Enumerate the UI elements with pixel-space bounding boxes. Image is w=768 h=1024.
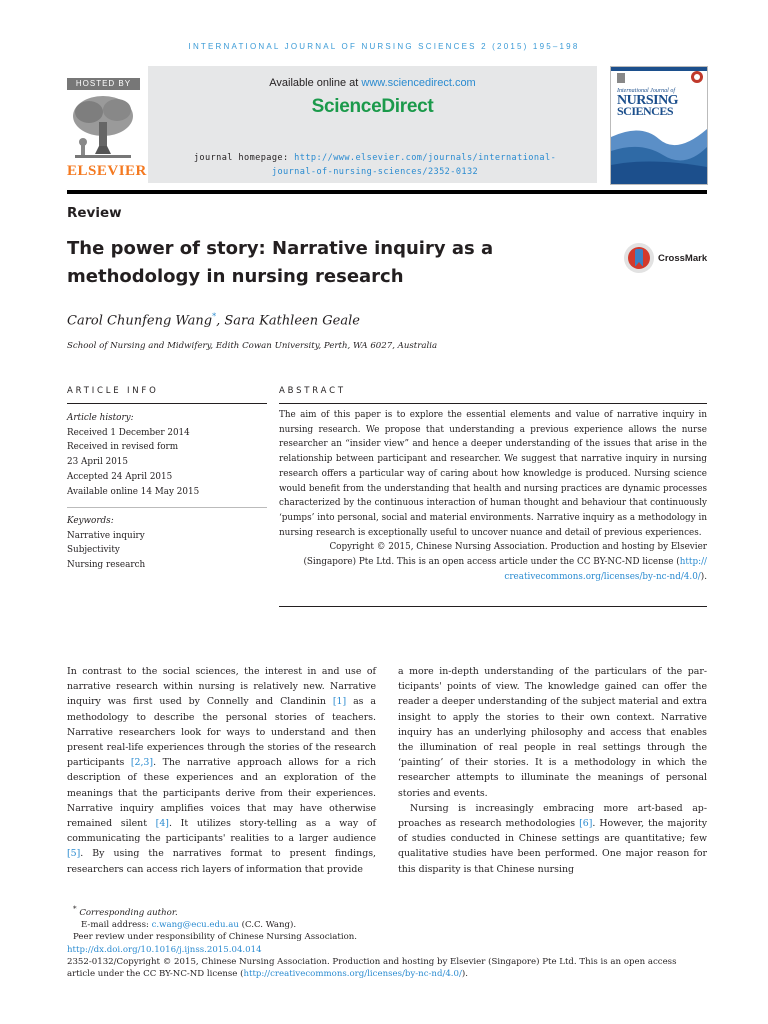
abstract-heading: ABSTRACT xyxy=(279,386,346,396)
author-name[interactable]: , Sara Kathleen Geale xyxy=(216,313,360,329)
corresponding-mark[interactable]: * xyxy=(212,312,217,321)
sciencedirect-link[interactable]: www.sciencedirect.com xyxy=(361,77,476,89)
journal-homepage-link[interactable]: http://www.elsevier.com/journals/international- xyxy=(294,153,557,163)
hosted-by-label: HOSTED BY xyxy=(67,78,140,90)
keyword[interactable]: Nursing research xyxy=(67,560,146,571)
elsevier-tree-logo-icon xyxy=(67,92,140,162)
cover-art-icon xyxy=(611,67,707,184)
abstract-copyright: Copyright © 2015, Chinese Nursing Association. Production and hosting by Elsevier (Singapore) Pte Ltd. This is an open access article under the CC BY-NC-ND license (http:// creativecommons.org/licenses/by-nc-nd/4.0/). xyxy=(303,542,707,582)
citation-link[interactable]: [2,3] xyxy=(130,757,154,769)
keywords: Keywords: Narrative inquiry Subjectivity Nursing research xyxy=(67,514,267,573)
journal-cover-thumbnail[interactable] xyxy=(610,66,708,185)
sciencedirect-logo[interactable]: ScienceDirect xyxy=(311,96,434,117)
crossmark-badge[interactable]: CrossMark xyxy=(623,241,713,275)
authors xyxy=(67,312,360,328)
keyword[interactable]: Narrative inquiry xyxy=(67,530,145,541)
abstract-rule xyxy=(279,403,707,404)
abstract-bottom-rule xyxy=(279,606,707,607)
body-column-right: a more in-depth understanding of the particulars of the participants' points of view. The knowledge gained can offer the reader a deeper understanding of the subject material and extra insight to apply the stories to their own context. Narrative inquiry has an underlying philosophy and access that enables the illumination of real people in real settings through the ‘painting’ of their stories. It is a methodology in which the researcher attempts to illuminate the meanings of personal stories and events. Nursing is increasingly embracing more art-based approaches as research methodologies [6]. However, the majority of studies conducted in Chinese settings are quantitative; few qualitative studies have been performed. One major reason for this disparity is that Chinese nursing xyxy=(398,666,708,875)
crossmark-icon xyxy=(623,241,655,275)
license-footnote-link[interactable]: http://creativecommons.org/licenses/by-nc-nd/4.0/ xyxy=(243,969,462,980)
abstract-body: The aim of this paper is to explore the essential elements and value of narrative inquiry in nursing research. We propose that understanding a previous experience allows the nurse researcher an “insider view” and hence a deeper understanding of the issues that arise in the relationship between participant and researcher. We suggest that narrative inquiry in nursing research offers a particular way of caring about how knowledge is produced. Nursing science would benefit from the understanding that health and nursing practices are dynamic processes characterized by the continuous interaction of human thought and behaviour that continuously ‘pumps’ into personal, social and material environments. Narrative inquiry as a methodology in nursing research is exceptionally useful to uncover nuance and detail of previous experiences. Copyright © 2015, Chinese Nursing Association. Production and hosting by Elsevier (Singapore) Pte Ltd. This is an open access article under the CC BY-NC-ND license (http:// creativecommons.org/licenses/by-nc-nd/4.0/). xyxy=(279,408,707,584)
journal-running-header: INTERNATIONAL JOURNAL OF NURSING SCIENCES 2 (2015) 195–198 xyxy=(188,42,580,51)
citation-link[interactable]: [1] xyxy=(332,696,347,708)
article-info-heading: ARTICLE INFO xyxy=(67,386,159,396)
info-rule xyxy=(67,403,267,404)
elsevier-logo[interactable]: ELSEVIER xyxy=(67,163,147,179)
info-divider xyxy=(67,507,267,508)
masthead-rule xyxy=(67,190,707,194)
article-history: Article history: Received 1 December 2014 Received in revised form 23 April 2015 Accepted 24 April 2015 Available online 14 May 2015 xyxy=(67,413,200,497)
affiliation: School of Nursing and Midwifery, Edith Cowan University, Perth, WA 6027, Australia xyxy=(67,341,438,351)
citation-link[interactable]: [4] xyxy=(155,818,169,830)
citation-link[interactable]: [6] xyxy=(579,818,593,830)
email-link[interactable]: c.wang@ecu.edu.au xyxy=(151,920,239,931)
license-link-cont[interactable]: creativecommons.org/licenses/by-nc-nd/4.0/ xyxy=(504,571,701,582)
license-link[interactable]: http:// xyxy=(679,557,707,568)
article-type: Review xyxy=(67,205,122,221)
body-column-left: In contrast to the social sciences, the interest in and use of narrative research within nursing is relatively new. Narrative inquiry was first used by Connelly and Clandinin [1] as a methodology to describe the personal stories of teachers. Narrative researchers look for ways to understand and then present real-life experiences through the stories of the research participants [2,3]. The narrative approach allows for a rich description of these experiences and an exploration of the meanings that the participants derive from their experiences. Narrative inquiry amplifies voices that may have otherwise remained silent [4]. It utilizes story-telling as a way of communicating the participants' realities to a larger audience [5]. By using the narratives format to present findings, researchers can access rich layers of information that provide xyxy=(67,666,376,875)
doi-link[interactable]: http://dx.doi.org/10.1016/j.ijnss.2015.04.014 xyxy=(67,944,262,955)
citation-link[interactable]: [5] xyxy=(67,848,81,860)
article-title: The power of story: Narrative inquiry as a methodology in nursing research xyxy=(67,238,494,287)
journal-homepage: journal homepage: http://www.elsevier.com/journals/international- journal-of-nursing-sciences/2352-0132 xyxy=(193,153,557,177)
cover-title: International Journal of NURSING SCIENCES xyxy=(617,88,679,118)
author-name[interactable]: Carol Chunfeng Wang xyxy=(67,313,213,329)
journal-homepage-link-cont[interactable]: journal-of-nursing-sciences/2352-0132 xyxy=(271,167,479,177)
available-online: Available online at www.sciencedirect.com xyxy=(269,77,476,89)
keyword[interactable]: Subjectivity xyxy=(67,545,120,556)
footnotes: * Corresponding author. E-mail address: c.wang@ecu.edu.au (C.C. Wang). Peer review under responsibility of Chinese Nursing Association. http://dx.doi.org/10.1016/j.ijnss.2015.04.014 2352-0132/Copyright © 2015, Chinese Nursing Association. Production and hosting by Elsevier (Singapore) Pte Ltd. This is an open access article under the CC BY-NC-ND license (http://creativecommons.org/licenses/by-nc-nd/4.0/). xyxy=(67,904,677,980)
